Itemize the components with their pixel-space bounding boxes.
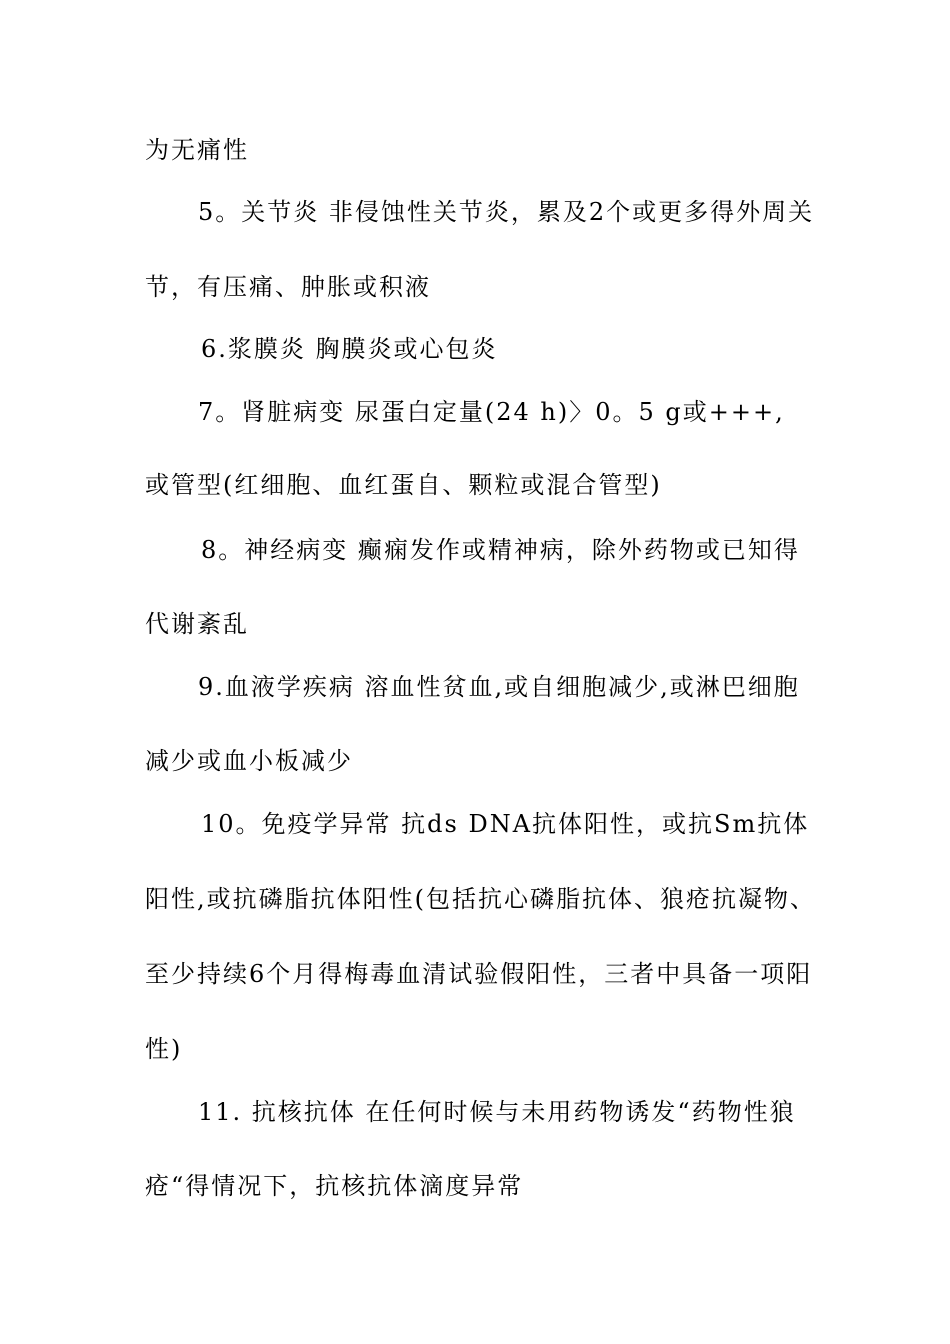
- text-line-13: 至少持续6个月得梅毒血清试验假阳性，三者中具备一项阳: [145, 960, 813, 988]
- text-line-16: 疮“得情况下，抗核抗体滴度异常: [145, 1172, 524, 1200]
- text-line-11: 10。免疫学异常 抗ds DNA抗体阳性，或抗Sm抗体: [201, 810, 810, 838]
- text-line-9: 9.血液学疾病 溶血性贫血,或自细胞减少,或淋巴细胞: [198, 673, 800, 701]
- text-line-3: 节，有压痛、肿胀或积液: [145, 273, 431, 301]
- text-line-8: 代谢紊乱: [145, 610, 249, 638]
- text-line-6: 或管型(红细胞、血红蛋自、颗粒或混合管型): [145, 471, 662, 499]
- text-line-1: 为无痛性: [145, 136, 249, 164]
- text-line-7: 8。神经病变 癫痫发作或精神病，除外药物或已知得: [201, 536, 800, 564]
- text-line-12: 阳性,或抗磷脂抗体阳性(包括抗心磷脂抗体、狼疮抗凝物、: [145, 885, 816, 913]
- text-line-15: 11. 抗核抗体 在任何时候与未用药物诱发“药物性狼: [198, 1098, 796, 1126]
- text-line-10: 减少或血小板减少: [145, 747, 353, 775]
- text-line-2: 5。关节炎 非侵蚀性关节炎，累及2个或更多得外周关: [198, 198, 815, 226]
- text-line-5: 7。肾脏病变 尿蛋白定量(24 h)〉0。5 g或+++,: [198, 398, 785, 426]
- text-line-4: 6.浆膜炎 胸膜炎或心包炎: [201, 335, 498, 363]
- text-line-14: 性): [145, 1035, 183, 1063]
